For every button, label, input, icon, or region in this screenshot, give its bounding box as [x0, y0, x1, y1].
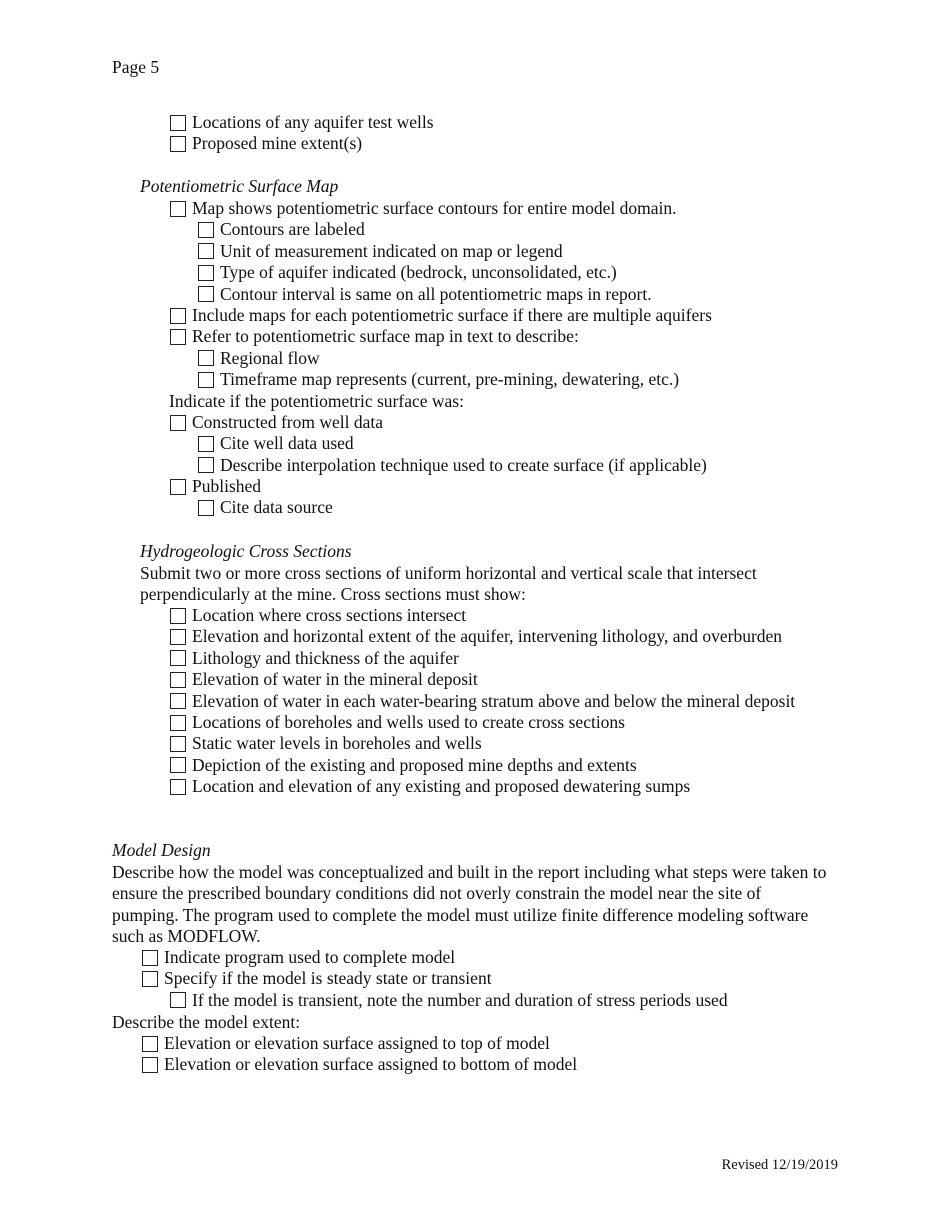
- checklist-subitem: [197, 433, 712, 454]
- checkbox[interactable]: [170, 608, 186, 624]
- checklist-item: [141, 947, 728, 968]
- item-label: Elevation of water in the mineral deposit: [192, 669, 478, 690]
- item-label: Describe interpolation technique used to create surface (if applicable): [220, 454, 707, 475]
- checkbox[interactable]: [170, 650, 186, 666]
- checkbox[interactable]: [142, 971, 158, 987]
- checklist-subitem: [197, 369, 712, 390]
- checkbox[interactable]: [170, 329, 186, 345]
- item-label: Specify if the model is steady state or transient: [164, 968, 492, 989]
- item-label: Lithology and thickness of the aquifer: [192, 647, 459, 668]
- item-label: Static water levels in boreholes and wells: [192, 733, 482, 754]
- checklist-item: [169, 112, 434, 133]
- checkbox[interactable]: [142, 1057, 158, 1073]
- item-label: Elevation and horizontal extent of the aquifer, intervening lithology, and overburden: [192, 626, 783, 647]
- checkbox[interactable]: [142, 950, 158, 966]
- checklist-item: [169, 691, 795, 712]
- checklist-subitem: [197, 219, 712, 240]
- item-label: Refer to potentiometric surface map in text to describe:: [192, 326, 579, 347]
- item-label: Unit of measurement indicated on map or legend: [220, 240, 563, 261]
- checkbox[interactable]: [170, 992, 186, 1008]
- checkbox[interactable]: [170, 736, 186, 752]
- checklist-item: [169, 326, 712, 347]
- checkbox[interactable]: [170, 715, 186, 731]
- checklist-subitem: [197, 455, 712, 476]
- cross-sections-intro: Submit two or more cross sections of uniform horizontal and vertical scale that intersect perpendicularly at the mine. Cross sections must show:: [140, 563, 757, 605]
- checklist-item: [169, 412, 712, 433]
- item-label: Map shows potentiometric surface contours for entire model domain.: [192, 198, 677, 218]
- indicate-text: Indicate if the potentiometric surface was:: [169, 390, 464, 411]
- checkbox[interactable]: [198, 265, 214, 281]
- section-heading-cross-sections: Hydrogeologic Cross Sections: [140, 541, 352, 561]
- model-extent-checklist: [141, 1033, 577, 1076]
- checkbox[interactable]: [198, 222, 214, 238]
- section-heading-potentiometric: Potentiometric Surface Map: [140, 176, 339, 196]
- item-label: Elevation or elevation surface assigned to bottom of model: [164, 1054, 578, 1075]
- item-label: Constructed from well data: [192, 411, 383, 432]
- checklist-item: [169, 626, 795, 647]
- checkbox[interactable]: [170, 672, 186, 688]
- potentiometric-checklist: [169, 198, 712, 519]
- section-heading-model-design: Model Design: [112, 840, 211, 860]
- checkbox[interactable]: [170, 779, 186, 795]
- top-checklist: [169, 112, 434, 155]
- checklist-item: [141, 968, 728, 989]
- checkbox[interactable]: [170, 115, 186, 131]
- item-label: Location and elevation of any existing and proposed dewatering sumps: [192, 776, 691, 797]
- model-extent-text: Describe the model extent:: [112, 1012, 301, 1032]
- item-label: Contour interval is same on all potentiometric maps in report.: [220, 283, 652, 304]
- checkbox[interactable]: [170, 693, 186, 709]
- checklist-item: [169, 733, 795, 754]
- item-label: Include maps for each potentiometric surface if there are multiple aquifers: [192, 304, 712, 325]
- cross-sections-checklist: [169, 605, 795, 798]
- checklist-item: [141, 1054, 577, 1075]
- item-label: Location where cross sections intersect: [192, 605, 467, 625]
- revision-date: Revised 12/19/2019: [721, 1157, 838, 1173]
- checklist-item: [169, 476, 712, 497]
- item-label: Timeframe map represents (current, pre-mining, dewatering, etc.): [220, 369, 680, 390]
- checklist-item: [141, 1033, 577, 1054]
- checkbox[interactable]: [198, 286, 214, 302]
- checkbox[interactable]: [170, 629, 186, 645]
- checkbox[interactable]: [198, 350, 214, 366]
- item-label: Locations of boreholes and wells used to create cross sections: [192, 711, 625, 732]
- checkbox[interactable]: [198, 457, 214, 473]
- item-label: Locations of any aquifer test wells: [192, 112, 434, 132]
- checkbox[interactable]: [198, 436, 214, 452]
- checklist-subitem: [197, 497, 712, 518]
- item-label: Indicate program used to complete model: [164, 947, 456, 967]
- checklist-item: [169, 305, 712, 326]
- checklist-subitem: [197, 241, 712, 262]
- item-label: Elevation of water in each water-bearing stratum above and below the mineral deposit: [192, 690, 796, 711]
- checklist-subitem: [197, 284, 712, 305]
- checklist-item: [169, 755, 795, 776]
- checkbox[interactable]: [170, 308, 186, 324]
- checklist-item: [169, 133, 434, 154]
- checkbox[interactable]: [170, 479, 186, 495]
- checkbox[interactable]: [170, 415, 186, 431]
- item-label: Contours are labeled: [220, 219, 365, 240]
- checklist-item: [169, 605, 795, 626]
- checklist-subitem: [197, 262, 712, 283]
- item-label: Elevation or elevation surface assigned to top of model: [164, 1033, 550, 1053]
- checkbox[interactable]: [198, 500, 214, 516]
- item-label: Proposed mine extent(s): [192, 133, 363, 154]
- checklist-item: [169, 648, 795, 669]
- checkbox[interactable]: [198, 372, 214, 388]
- checklist-subitem: [197, 348, 712, 369]
- item-label: Cite data source: [220, 497, 333, 518]
- checkbox[interactable]: [170, 201, 186, 217]
- item-label: Cite well data used: [220, 433, 354, 454]
- checklist-item: [169, 776, 795, 797]
- model-design-checklist: [141, 947, 728, 1011]
- checkbox[interactable]: [142, 1036, 158, 1052]
- checkbox[interactable]: [198, 243, 214, 259]
- item-label: Published: [192, 476, 262, 497]
- checklist-item: [169, 198, 712, 219]
- model-design-intro: Describe how the model was conceptualized and built in the report including what steps were taken to ensure the prescribed boundary conditions did not overly constrain the model near the site of pumping. The program used to complete the model must utilize finite difference modeling software such as MODFLOW.: [112, 862, 827, 947]
- item-label: If the model is transient, note the number and duration of stress periods used: [192, 989, 728, 1010]
- checkbox[interactable]: [170, 757, 186, 773]
- checklist-item: [169, 712, 795, 733]
- item-label: Type of aquifer indicated (bedrock, unconsolidated, etc.): [220, 262, 617, 283]
- checkbox[interactable]: [170, 136, 186, 152]
- checklist-item: [169, 669, 795, 690]
- page-number: Page 5: [112, 57, 160, 77]
- item-label: Depiction of the existing and proposed mine depths and extents: [192, 754, 637, 775]
- item-label: Regional flow: [220, 347, 320, 368]
- checklist-subitem: [169, 990, 728, 1011]
